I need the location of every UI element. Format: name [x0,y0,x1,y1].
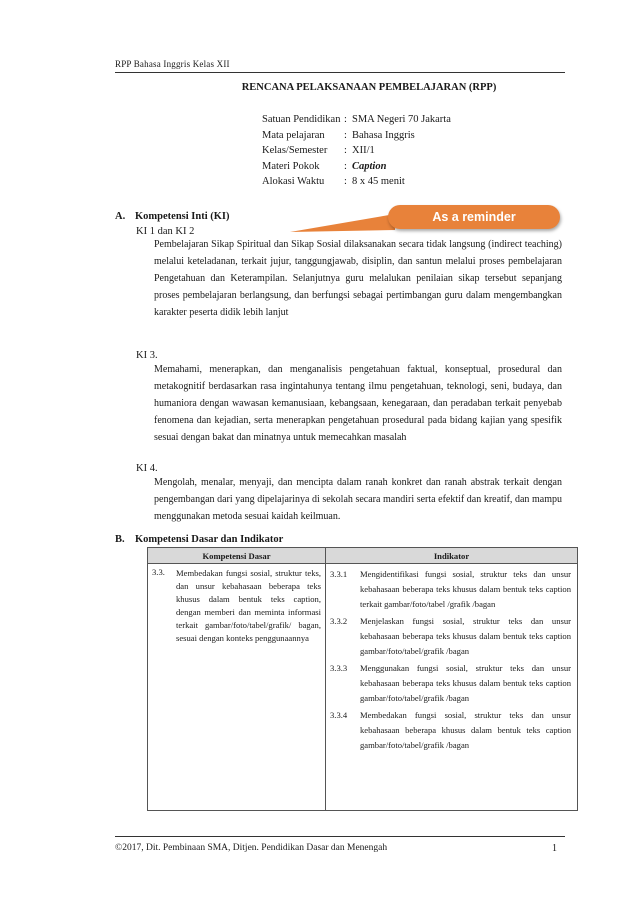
section-b-letter: B. [115,534,125,545]
kd-cell [148,564,326,811]
ki3-paragraph: Memahami, menerapkan, dan menganalisis pengetahuan faktual, konseptual, prosedural dan metakognitif berdasarkan rasa ingintahunya tentang ilmu pengetahuan, teknologi, seni, budaya, dan humaniora dengan wawasan kemanusiaan, kebangsaan, kenegaraan, dan peradaban terkait penyebab fenomena dan kejadian, serta menerapkan pengetahuan prosedural pada bidang kajian yang spesifik sesuai dengan bakat dan minatnya untuk memecahkan masalah [154,364,562,443]
table-header-row [148,548,578,564]
document-title: RENCANA PELAKSANAAN PEMBELAJARAN (RPP) [241,82,497,93]
page-number: 1 [552,843,557,854]
page-header: RPP Bahasa Inggris Kelas XII [115,59,230,69]
indicator-item [330,661,573,706]
meta-label: Alokasi Waktu [262,176,325,187]
section-a-title: Kompetensi Inti (KI) [135,211,230,222]
header-divider [115,72,565,73]
indicator-number: 3.3.4 [330,710,348,720]
footer-divider [115,836,565,837]
indicator-item [330,567,573,612]
section-b-heading [115,534,283,545]
meta-value: XII/1 [352,145,375,156]
section-b-title: Kompetensi Dasar dan Indikator [135,534,284,545]
meta-row-subject [262,128,451,144]
meta-colon: : [344,129,347,141]
indicator-number: 3.3.1 [330,569,348,579]
meta-row-school [262,112,451,128]
indicator-text: Mengidentifikasi fungsi sosial, struktur teks dan unsur kebahasaan beberapa teks khusus dalam bentuk teks caption terkait gambar/foto/tabel /grafik /bagan [360,569,571,609]
footer-copyright: ©2017, Dit. Pembinaan SMA, Ditjen. Pendidikan Dasar dan Menengah [115,843,388,853]
indicator-number: 3.3.3 [330,663,348,673]
ki4-paragraph: Mengolah, menalar, menyaji, dan mencipta dalam ranah konkret dan ranah abstrak terkait dengan pengembangan dari yang dipelajarinya di sekolah secara mandiri serta efektif dan kreatif, dan mampu menggunakan metoda sesuai kaidah keilmuan. [154,477,562,522]
col-header-kd: Kompetensi Dasar [148,548,326,564]
meta-label: Kelas/Semester [262,145,328,156]
meta-label: Materi Pokok [262,160,320,172]
ki3-heading: KI 3. [136,350,158,361]
kd-item [152,567,321,645]
ki12-paragraph: Pembelajaran Sikap Spiritual dan Sikap Sosial dilaksanakan secara tidak langsung (indirect teaching) melalui keteladanan, terkait jujur, tanggungjawab, disiplin, dan santun melalui proses pembelajaran Pengetahuan dan Keterampilan. Selanjutnya guru melalukan penilaian sikap tersebut sepanjang proses pembelajaran berlangsung, dan berfungsi sebagai pertimbangan guru dalam mengembangkan karakter peserta didik lebih lanjut [154,239,562,318]
kd-text: Membedakan fungsi sosial, struktur teks, dan unsur kebahasaan beberapa teks khusus dalam bentuk teks caption, dengan memberi dan meminta informasi terkait gambar/foto/tabel/grafik/ bagan, sesuai dengan konteks penggunaannya [176,568,321,643]
indicator-item [330,614,573,659]
indicator-text: Membedakan fungsi sosial, struktur teks dan unsur kebahasaan beberapa khusus dalam bentuk teks caption gambar/foto/tabel/grafik /bagan [360,710,571,750]
topic-emphasis: Caption [352,160,387,172]
indicator-number: 3.3.2 [330,616,348,626]
meta-colon: : [344,114,347,125]
indicator-text: Menggunakan fungsi sosial, struktur teks dan unsur kebahasaan beberapa teks khusus dalam bentuk teks caption gambar/foto/tabel/grafik /bagan [360,663,571,703]
meta-label: Mata pelajaran [262,129,325,141]
meta-value-topic [352,159,386,175]
identity-block [262,112,451,190]
indicator-text: Menjelaskan fungsi sosial, struktur teks dan unsur kebahasaan beberapa teks khusus dalam bentuk teks caption gambar/foto/tabel/grafik /bagan [360,616,571,656]
meta-row-topic [262,159,451,175]
col-header-indicator: Indikator [326,548,578,564]
meta-value: Bahasa Inggris [352,129,415,141]
kd-indicator-table [147,547,578,811]
table-row [148,564,578,811]
meta-colon: : [344,160,347,172]
meta-value: SMA Negeri 70 Jakarta [352,114,451,125]
meta-row-class [262,143,451,159]
meta-label: Satuan Pendidikan [262,114,341,125]
ki4-heading: KI 4. [136,463,158,474]
meta-colon: : [344,145,347,156]
section-a-heading [115,211,230,222]
section-a-letter: A. [115,211,126,222]
meta-value: 8 x 45 menit [352,176,405,187]
kd-number: 3.3. [152,567,165,577]
indicator-cell [326,564,578,811]
meta-row-time [262,174,451,190]
reminder-callout: As a reminder [388,205,560,229]
meta-colon: : [344,176,347,187]
indicator-item [330,708,573,753]
ki12-heading: KI 1 dan KI 2 [136,226,195,237]
